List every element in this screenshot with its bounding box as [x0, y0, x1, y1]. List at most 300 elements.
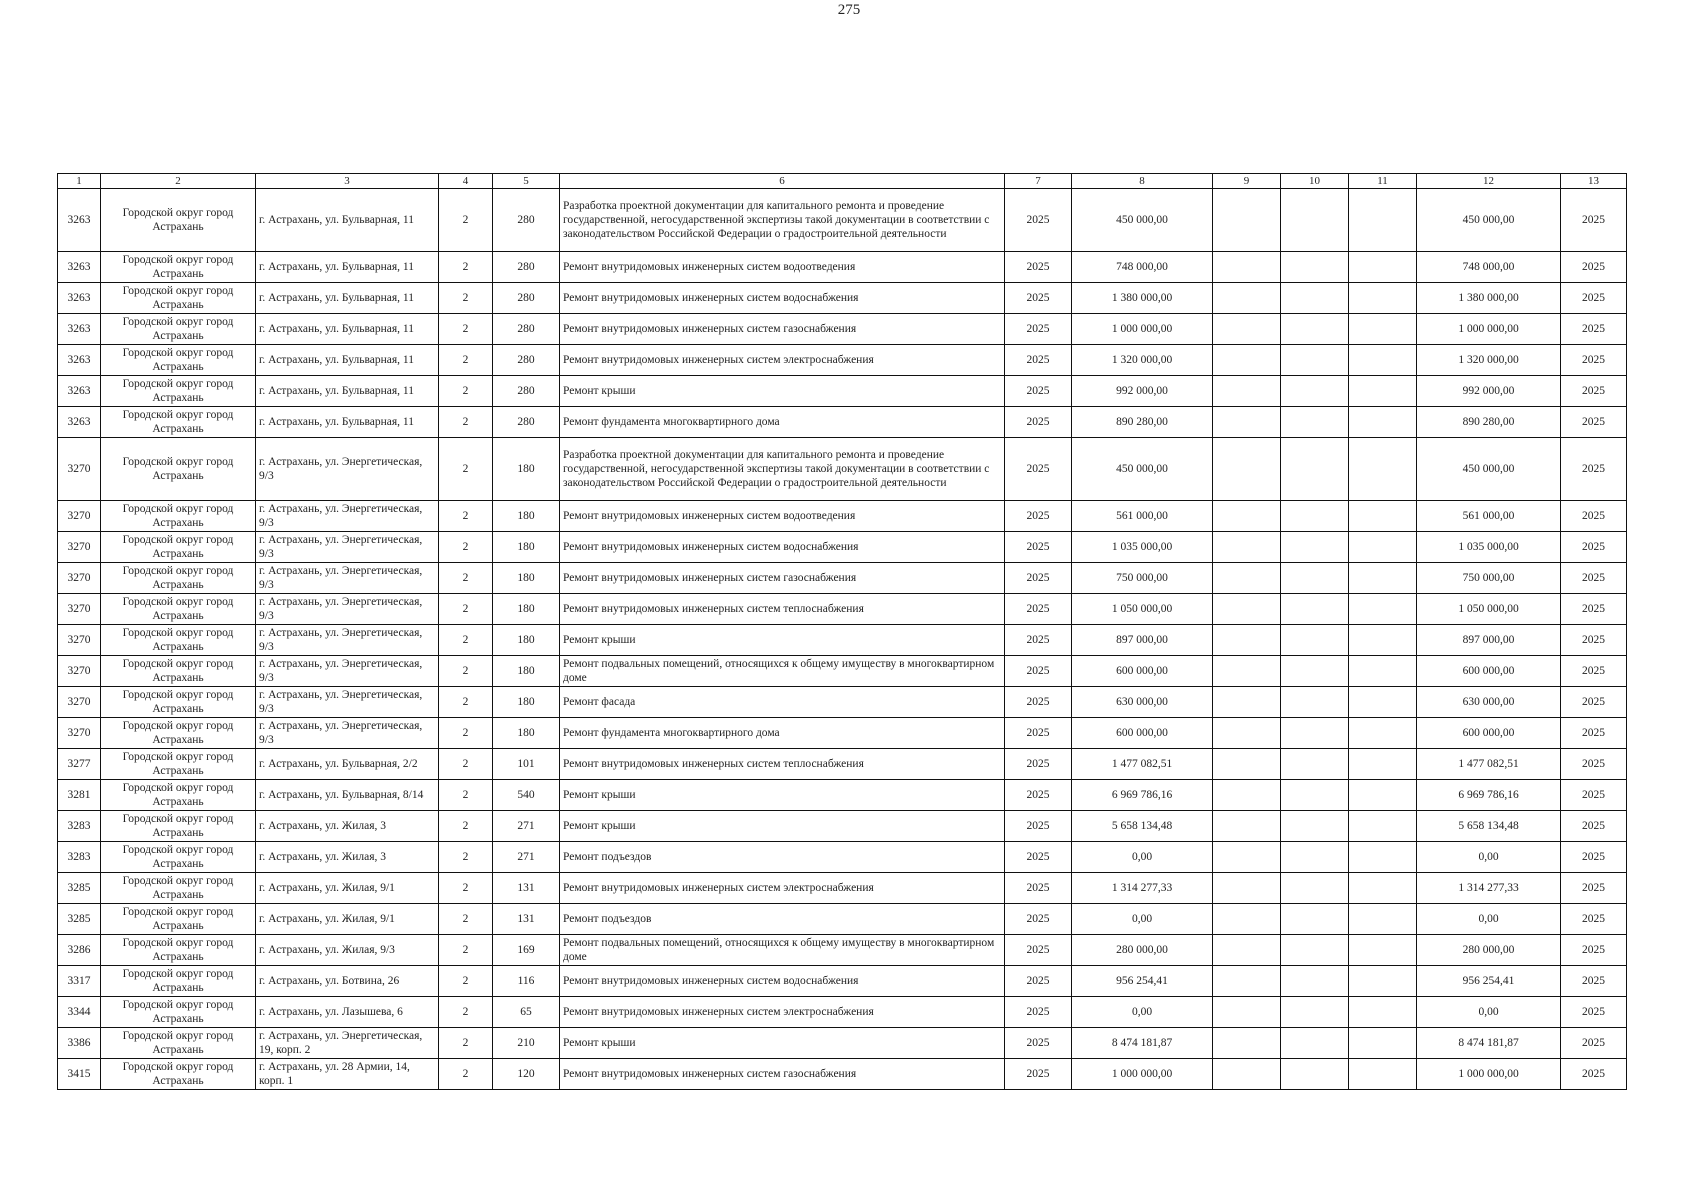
- amount-cell: 0,00: [1072, 904, 1213, 935]
- column-10-cell: [1281, 718, 1349, 749]
- amount-cell: 1 380 000,00: [1072, 283, 1213, 314]
- record-id-cell: 3285: [58, 904, 101, 935]
- column-9-cell: [1213, 1059, 1281, 1090]
- year-cell: 2025: [1005, 345, 1072, 376]
- amount-cell: 1 477 082,51: [1072, 749, 1213, 780]
- completion-year-cell: 2025: [1561, 283, 1627, 314]
- municipality-cell: Городской округ город Астрахань: [101, 1059, 256, 1090]
- year-cell: 2025: [1005, 873, 1072, 904]
- municipality-cell: Городской округ город Астрахань: [101, 687, 256, 718]
- address-cell: г. Астрахань, ул. Бульварная, 11: [256, 345, 439, 376]
- record-id-cell: 3263: [58, 314, 101, 345]
- address-cell: г. Астрахань, ул. Бульварная, 11: [256, 314, 439, 345]
- table-row: [58, 811, 1627, 842]
- column-11-cell: [1349, 811, 1417, 842]
- count-cell: 2: [439, 1059, 493, 1090]
- column-9-cell: [1213, 376, 1281, 407]
- count-cell: 2: [439, 873, 493, 904]
- number-cell: 180: [493, 532, 560, 563]
- column-10-cell: [1281, 501, 1349, 532]
- work-type-cell: Ремонт крыши: [560, 625, 1005, 656]
- completion-year-cell: 2025: [1561, 656, 1627, 687]
- column-header: 12: [1417, 174, 1561, 189]
- address-cell: г. Астрахань, ул. Энергетическая, 9/3: [256, 687, 439, 718]
- amount-cell: 748 000,00: [1072, 252, 1213, 283]
- work-type-cell: Ремонт внутридомовых инженерных систем газоснабжения: [560, 563, 1005, 594]
- year-cell: 2025: [1005, 687, 1072, 718]
- year-cell: 2025: [1005, 1028, 1072, 1059]
- amount-cell: 0,00: [1072, 997, 1213, 1028]
- work-type-cell: Ремонт крыши: [560, 376, 1005, 407]
- completion-year-cell: 2025: [1561, 811, 1627, 842]
- column-10-cell: [1281, 189, 1349, 252]
- municipality-cell: Городской округ город Астрахань: [101, 189, 256, 252]
- year-cell: 2025: [1005, 1059, 1072, 1090]
- column-9-cell: [1213, 1028, 1281, 1059]
- municipality-cell: Городской округ город Астрахань: [101, 718, 256, 749]
- total-amount-cell: 600 000,00: [1417, 656, 1561, 687]
- column-11-cell: [1349, 594, 1417, 625]
- record-id-cell: 3344: [58, 997, 101, 1028]
- column-header: 5: [493, 174, 560, 189]
- address-cell: г. Астрахань, ул. Энергетическая, 9/3: [256, 532, 439, 563]
- year-cell: 2025: [1005, 997, 1072, 1028]
- address-cell: г. Астрахань, ул. Жилая, 3: [256, 842, 439, 873]
- column-11-cell: [1349, 842, 1417, 873]
- completion-year-cell: 2025: [1561, 189, 1627, 252]
- total-amount-cell: 1 380 000,00: [1417, 283, 1561, 314]
- municipality-cell: Городской округ город Астрахань: [101, 811, 256, 842]
- municipality-cell: Городской округ город Астрахань: [101, 438, 256, 501]
- column-11-cell: [1349, 563, 1417, 594]
- address-cell: г. Астрахань, ул. Жилая, 3: [256, 811, 439, 842]
- count-cell: 2: [439, 811, 493, 842]
- amount-cell: 5 658 134,48: [1072, 811, 1213, 842]
- completion-year-cell: 2025: [1561, 407, 1627, 438]
- work-type-cell: Ремонт фасада: [560, 687, 1005, 718]
- work-type-cell: Ремонт внутридомовых инженерных систем водоотведения: [560, 252, 1005, 283]
- column-10-cell: [1281, 532, 1349, 563]
- amount-cell: 6 969 786,16: [1072, 780, 1213, 811]
- number-cell: 131: [493, 873, 560, 904]
- work-type-cell: Ремонт внутридомовых инженерных систем электроснабжения: [560, 997, 1005, 1028]
- address-cell: г. Астрахань, ул. Бульварная, 11: [256, 407, 439, 438]
- amount-cell: 890 280,00: [1072, 407, 1213, 438]
- completion-year-cell: 2025: [1561, 780, 1627, 811]
- year-cell: 2025: [1005, 811, 1072, 842]
- amount-cell: 1 000 000,00: [1072, 1059, 1213, 1090]
- municipality-cell: Городской округ город Астрахань: [101, 966, 256, 997]
- work-type-cell: Ремонт подъездов: [560, 842, 1005, 873]
- table-row: [58, 376, 1627, 407]
- address-cell: г. Астрахань, ул. Энергетическая, 9/3: [256, 594, 439, 625]
- work-type-cell: Ремонт внутридомовых инженерных систем водоснабжения: [560, 283, 1005, 314]
- count-cell: 2: [439, 718, 493, 749]
- completion-year-cell: 2025: [1561, 935, 1627, 966]
- total-amount-cell: 0,00: [1417, 997, 1561, 1028]
- address-cell: г. Астрахань, ул. Бульварная, 2/2: [256, 749, 439, 780]
- number-cell: 271: [493, 811, 560, 842]
- column-9-cell: [1213, 252, 1281, 283]
- column-11-cell: [1349, 376, 1417, 407]
- column-10-cell: [1281, 252, 1349, 283]
- record-id-cell: 3270: [58, 594, 101, 625]
- column-11-cell: [1349, 1059, 1417, 1090]
- count-cell: 2: [439, 283, 493, 314]
- column-11-cell: [1349, 780, 1417, 811]
- table-row: [58, 501, 1627, 532]
- table-row: [58, 532, 1627, 563]
- count-cell: 2: [439, 997, 493, 1028]
- column-header: 13: [1561, 174, 1627, 189]
- record-id-cell: 3263: [58, 252, 101, 283]
- number-cell: 65: [493, 997, 560, 1028]
- year-cell: 2025: [1005, 283, 1072, 314]
- completion-year-cell: 2025: [1561, 594, 1627, 625]
- amount-cell: 897 000,00: [1072, 625, 1213, 656]
- record-id-cell: 3270: [58, 687, 101, 718]
- column-9-cell: [1213, 811, 1281, 842]
- municipality-cell: Городской округ город Астрахань: [101, 842, 256, 873]
- municipality-cell: Городской округ город Астрахань: [101, 1028, 256, 1059]
- count-cell: 2: [439, 594, 493, 625]
- address-cell: г. Астрахань, ул. Бульварная, 11: [256, 252, 439, 283]
- year-cell: 2025: [1005, 718, 1072, 749]
- column-10-cell: [1281, 780, 1349, 811]
- address-cell: г. Астрахань, ул. Энергетическая, 19, корп. 2: [256, 1028, 439, 1059]
- table-row: [58, 252, 1627, 283]
- column-header: 3: [256, 174, 439, 189]
- column-10-cell: [1281, 376, 1349, 407]
- year-cell: 2025: [1005, 189, 1072, 252]
- work-type-cell: Ремонт подвальных помещений, относящихся к общему имуществу в многоквартирном доме: [560, 656, 1005, 687]
- number-cell: 280: [493, 283, 560, 314]
- work-type-cell: Ремонт внутридомовых инженерных систем водоснабжения: [560, 966, 1005, 997]
- municipality-cell: Городской округ город Астрахань: [101, 283, 256, 314]
- column-9-cell: [1213, 438, 1281, 501]
- municipality-cell: Городской округ город Астрахань: [101, 873, 256, 904]
- number-cell: 280: [493, 314, 560, 345]
- total-amount-cell: 992 000,00: [1417, 376, 1561, 407]
- year-cell: 2025: [1005, 904, 1072, 935]
- record-id-cell: 3270: [58, 718, 101, 749]
- record-id-cell: 3263: [58, 189, 101, 252]
- table-row: [58, 842, 1627, 873]
- table-row: [58, 407, 1627, 438]
- amount-cell: 561 000,00: [1072, 501, 1213, 532]
- municipality-cell: Городской округ город Астрахань: [101, 407, 256, 438]
- table-row: [58, 625, 1627, 656]
- column-9-cell: [1213, 314, 1281, 345]
- amount-cell: 1 050 000,00: [1072, 594, 1213, 625]
- completion-year-cell: 2025: [1561, 314, 1627, 345]
- column-9-cell: [1213, 997, 1281, 1028]
- table-row: [58, 283, 1627, 314]
- municipality-cell: Городской округ город Астрахань: [101, 594, 256, 625]
- record-id-cell: 3270: [58, 438, 101, 501]
- number-cell: 116: [493, 966, 560, 997]
- column-10-cell: [1281, 625, 1349, 656]
- column-11-cell: [1349, 749, 1417, 780]
- number-cell: 280: [493, 345, 560, 376]
- number-cell: 131: [493, 904, 560, 935]
- column-11-cell: [1349, 438, 1417, 501]
- year-cell: 2025: [1005, 656, 1072, 687]
- record-id-cell: 3286: [58, 935, 101, 966]
- completion-year-cell: 2025: [1561, 966, 1627, 997]
- number-cell: 280: [493, 407, 560, 438]
- record-id-cell: 3270: [58, 625, 101, 656]
- column-11-cell: [1349, 656, 1417, 687]
- column-9-cell: [1213, 656, 1281, 687]
- column-11-cell: [1349, 283, 1417, 314]
- table-row: [58, 563, 1627, 594]
- column-9-cell: [1213, 594, 1281, 625]
- column-number-header-row: [58, 174, 1627, 189]
- address-cell: г. Астрахань, ул. Энергетическая, 9/3: [256, 625, 439, 656]
- completion-year-cell: 2025: [1561, 1059, 1627, 1090]
- number-cell: 210: [493, 1028, 560, 1059]
- column-header: 2: [101, 174, 256, 189]
- amount-cell: 1 320 000,00: [1072, 345, 1213, 376]
- total-amount-cell: 5 658 134,48: [1417, 811, 1561, 842]
- column-11-cell: [1349, 687, 1417, 718]
- work-type-cell: Ремонт внутридомовых инженерных систем газоснабжения: [560, 314, 1005, 345]
- work-type-cell: Ремонт фундамента многоквартирного дома: [560, 407, 1005, 438]
- completion-year-cell: 2025: [1561, 842, 1627, 873]
- municipality-cell: Городской округ город Астрахань: [101, 252, 256, 283]
- column-10-cell: [1281, 1028, 1349, 1059]
- column-11-cell: [1349, 935, 1417, 966]
- count-cell: 2: [439, 314, 493, 345]
- address-cell: г. Астрахань, ул. Жилая, 9/3: [256, 935, 439, 966]
- work-type-cell: Разработка проектной документации для капитального ремонта и проведение государственной, негосударственной экспертизы такой документации в соответствии с законодательством Российской Федерации о градостроительной деятельности: [560, 189, 1005, 252]
- column-9-cell: [1213, 842, 1281, 873]
- table-row: [58, 718, 1627, 749]
- year-cell: 2025: [1005, 501, 1072, 532]
- column-11-cell: [1349, 1028, 1417, 1059]
- column-9-cell: [1213, 935, 1281, 966]
- total-amount-cell: 8 474 181,87: [1417, 1028, 1561, 1059]
- count-cell: 2: [439, 749, 493, 780]
- column-11-cell: [1349, 718, 1417, 749]
- table-row: [58, 345, 1627, 376]
- record-id-cell: 3281: [58, 780, 101, 811]
- table-row: [58, 780, 1627, 811]
- total-amount-cell: 6 969 786,16: [1417, 780, 1561, 811]
- completion-year-cell: 2025: [1561, 252, 1627, 283]
- municipality-cell: Городской округ город Астрахань: [101, 314, 256, 345]
- number-cell: 120: [493, 1059, 560, 1090]
- record-id-cell: 3270: [58, 563, 101, 594]
- column-9-cell: [1213, 345, 1281, 376]
- number-cell: 280: [493, 189, 560, 252]
- amount-cell: 450 000,00: [1072, 189, 1213, 252]
- total-amount-cell: 1 000 000,00: [1417, 314, 1561, 345]
- column-10-cell: [1281, 438, 1349, 501]
- record-id-cell: 3285: [58, 873, 101, 904]
- table-row: [58, 1059, 1627, 1090]
- amount-cell: 280 000,00: [1072, 935, 1213, 966]
- count-cell: 2: [439, 438, 493, 501]
- column-header: 8: [1072, 174, 1213, 189]
- column-11-cell: [1349, 314, 1417, 345]
- column-header: 1: [58, 174, 101, 189]
- column-11-cell: [1349, 966, 1417, 997]
- address-cell: г. Астрахань, ул. Жилая, 9/1: [256, 904, 439, 935]
- table-row: [58, 438, 1627, 501]
- column-11-cell: [1349, 532, 1417, 563]
- record-id-cell: 3283: [58, 842, 101, 873]
- work-type-cell: Ремонт внутридомовых инженерных систем электроснабжения: [560, 873, 1005, 904]
- number-cell: 180: [493, 501, 560, 532]
- completion-year-cell: 2025: [1561, 718, 1627, 749]
- address-cell: г. Астрахань, ул. Лазышева, 6: [256, 997, 439, 1028]
- column-10-cell: [1281, 935, 1349, 966]
- number-cell: 180: [493, 656, 560, 687]
- column-11-cell: [1349, 345, 1417, 376]
- record-id-cell: 3263: [58, 283, 101, 314]
- record-id-cell: 3270: [58, 532, 101, 563]
- table-row: [58, 189, 1627, 252]
- capital-repair-table: [57, 173, 1627, 1090]
- table-row: [58, 873, 1627, 904]
- number-cell: 180: [493, 687, 560, 718]
- completion-year-cell: 2025: [1561, 345, 1627, 376]
- work-type-cell: Ремонт подвальных помещений, относящихся к общему имуществу в многоквартирном доме: [560, 935, 1005, 966]
- year-cell: 2025: [1005, 749, 1072, 780]
- column-9-cell: [1213, 780, 1281, 811]
- year-cell: 2025: [1005, 438, 1072, 501]
- column-11-cell: [1349, 252, 1417, 283]
- completion-year-cell: 2025: [1561, 438, 1627, 501]
- total-amount-cell: 0,00: [1417, 842, 1561, 873]
- count-cell: 2: [439, 376, 493, 407]
- municipality-cell: Городской округ город Астрахань: [101, 749, 256, 780]
- count-cell: 2: [439, 966, 493, 997]
- municipality-cell: Городской округ город Астрахань: [101, 532, 256, 563]
- year-cell: 2025: [1005, 376, 1072, 407]
- column-9-cell: [1213, 283, 1281, 314]
- column-11-cell: [1349, 407, 1417, 438]
- municipality-cell: Городской округ город Астрахань: [101, 563, 256, 594]
- record-id-cell: 3270: [58, 501, 101, 532]
- count-cell: 2: [439, 252, 493, 283]
- address-cell: г. Астрахань, ул. Бульварная, 8/14: [256, 780, 439, 811]
- number-cell: 271: [493, 842, 560, 873]
- amount-cell: 1 035 000,00: [1072, 532, 1213, 563]
- count-cell: 2: [439, 501, 493, 532]
- work-type-cell: Ремонт фундамента многоквартирного дома: [560, 718, 1005, 749]
- record-id-cell: 3317: [58, 966, 101, 997]
- work-type-cell: Ремонт подъездов: [560, 904, 1005, 935]
- address-cell: г. Астрахань, ул. Энергетическая, 9/3: [256, 563, 439, 594]
- total-amount-cell: 1 000 000,00: [1417, 1059, 1561, 1090]
- table-row: [58, 656, 1627, 687]
- total-amount-cell: 956 254,41: [1417, 966, 1561, 997]
- municipality-cell: Городской округ город Астрахань: [101, 376, 256, 407]
- table-row: [58, 997, 1627, 1028]
- column-11-cell: [1349, 904, 1417, 935]
- work-type-cell: Ремонт крыши: [560, 780, 1005, 811]
- address-cell: г. Астрахань, ул. 28 Армии, 14, корп. 1: [256, 1059, 439, 1090]
- column-9-cell: [1213, 625, 1281, 656]
- total-amount-cell: 280 000,00: [1417, 935, 1561, 966]
- column-10-cell: [1281, 1059, 1349, 1090]
- table-row: [58, 966, 1627, 997]
- column-10-cell: [1281, 345, 1349, 376]
- column-10-cell: [1281, 407, 1349, 438]
- column-header: 9: [1213, 174, 1281, 189]
- total-amount-cell: 1 320 000,00: [1417, 345, 1561, 376]
- count-cell: 2: [439, 407, 493, 438]
- year-cell: 2025: [1005, 252, 1072, 283]
- completion-year-cell: 2025: [1561, 687, 1627, 718]
- year-cell: 2025: [1005, 935, 1072, 966]
- address-cell: г. Астрахань, ул. Ботвина, 26: [256, 966, 439, 997]
- address-cell: г. Астрахань, ул. Энергетическая, 9/3: [256, 656, 439, 687]
- amount-cell: 992 000,00: [1072, 376, 1213, 407]
- completion-year-cell: 2025: [1561, 501, 1627, 532]
- completion-year-cell: 2025: [1561, 532, 1627, 563]
- table-row: [58, 904, 1627, 935]
- work-type-cell: Ремонт внутридомовых инженерных систем теплоснабжения: [560, 594, 1005, 625]
- municipality-cell: Городской округ город Астрахань: [101, 780, 256, 811]
- total-amount-cell: 890 280,00: [1417, 407, 1561, 438]
- count-cell: 2: [439, 780, 493, 811]
- work-type-cell: Ремонт внутридомовых инженерных систем водоснабжения: [560, 532, 1005, 563]
- count-cell: 2: [439, 189, 493, 252]
- record-id-cell: 3263: [58, 376, 101, 407]
- municipality-cell: Городской округ город Астрахань: [101, 935, 256, 966]
- count-cell: 2: [439, 1028, 493, 1059]
- column-header: 11: [1349, 174, 1417, 189]
- column-11-cell: [1349, 873, 1417, 904]
- total-amount-cell: 0,00: [1417, 904, 1561, 935]
- address-cell: г. Астрахань, ул. Бульварная, 11: [256, 283, 439, 314]
- completion-year-cell: 2025: [1561, 563, 1627, 594]
- number-cell: 280: [493, 252, 560, 283]
- column-10-cell: [1281, 687, 1349, 718]
- column-9-cell: [1213, 407, 1281, 438]
- column-9-cell: [1213, 904, 1281, 935]
- count-cell: 2: [439, 842, 493, 873]
- work-type-cell: Ремонт крыши: [560, 811, 1005, 842]
- completion-year-cell: 2025: [1561, 904, 1627, 935]
- year-cell: 2025: [1005, 407, 1072, 438]
- column-10-cell: [1281, 563, 1349, 594]
- table-row: [58, 687, 1627, 718]
- address-cell: г. Астрахань, ул. Энергетическая, 9/3: [256, 718, 439, 749]
- completion-year-cell: 2025: [1561, 625, 1627, 656]
- column-10-cell: [1281, 283, 1349, 314]
- amount-cell: 450 000,00: [1072, 438, 1213, 501]
- year-cell: 2025: [1005, 532, 1072, 563]
- year-cell: 2025: [1005, 966, 1072, 997]
- completion-year-cell: 2025: [1561, 749, 1627, 780]
- number-cell: 180: [493, 594, 560, 625]
- count-cell: 2: [439, 904, 493, 935]
- address-cell: г. Астрахань, ул. Бульварная, 11: [256, 189, 439, 252]
- column-9-cell: [1213, 563, 1281, 594]
- column-9-cell: [1213, 749, 1281, 780]
- municipality-cell: Городской округ город Астрахань: [101, 904, 256, 935]
- amount-cell: 750 000,00: [1072, 563, 1213, 594]
- work-type-cell: Ремонт внутридомовых инженерных систем водоотведения: [560, 501, 1005, 532]
- column-11-cell: [1349, 997, 1417, 1028]
- year-cell: 2025: [1005, 314, 1072, 345]
- count-cell: 2: [439, 656, 493, 687]
